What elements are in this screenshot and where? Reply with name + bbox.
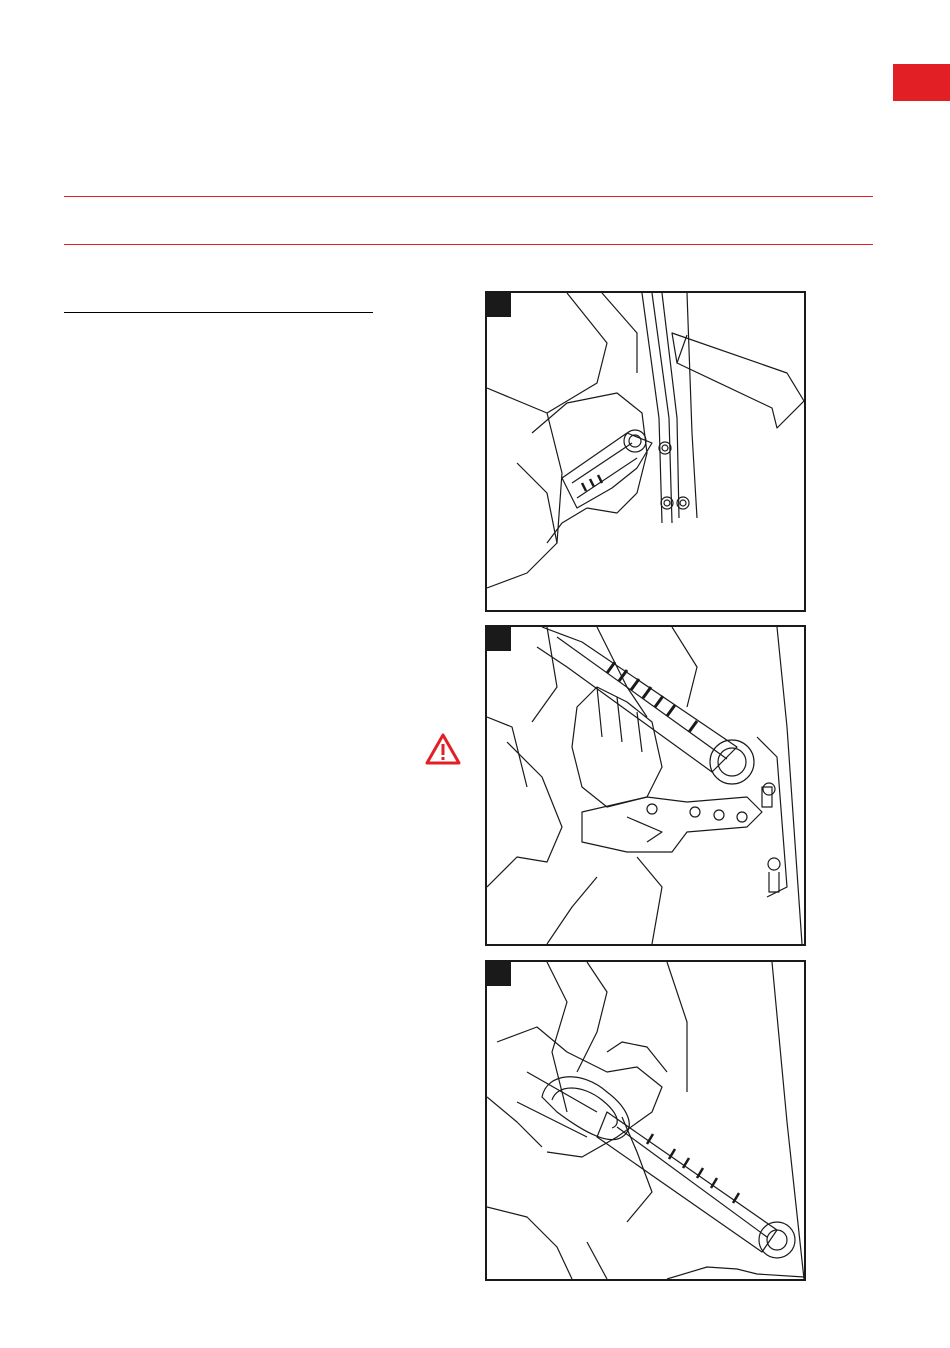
header-rule-bottom xyxy=(64,244,873,245)
step-3-illustration xyxy=(487,962,804,1279)
header-rule-top xyxy=(64,196,873,197)
chapter-tab xyxy=(893,64,950,101)
section-underline xyxy=(64,312,373,313)
step-marker-1 xyxy=(487,293,511,317)
step-marker-3 xyxy=(487,962,511,986)
step-marker-2 xyxy=(487,627,511,651)
warning-triangle-icon xyxy=(424,732,462,766)
figure-panel-2 xyxy=(485,625,806,946)
figure-panel-3 xyxy=(485,960,806,1281)
figure-panel-1 xyxy=(485,291,806,612)
step-2-illustration xyxy=(487,627,804,944)
step-1-illustration xyxy=(487,293,804,610)
